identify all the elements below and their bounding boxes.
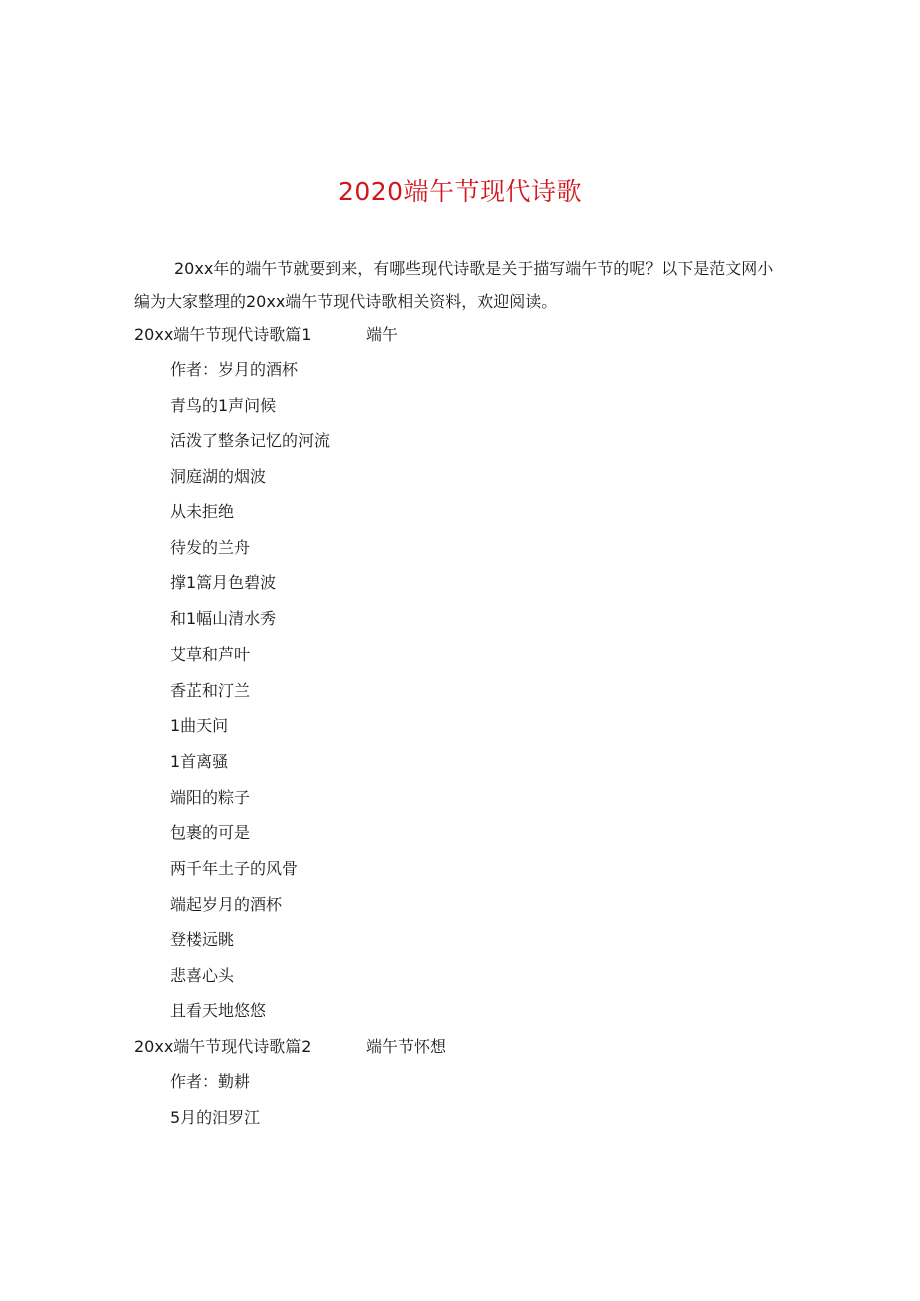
- poem1-line: 两千年土子的风骨: [170, 859, 299, 878]
- poem1-line: 端阳的粽子: [170, 788, 251, 807]
- intro-paragraph: 20xx年的端午节就要到来，有哪些现代诗歌是关于描写端午节的呢？以下是范文网小编为大家整理的20xx端午节现代诗歌相关资料，欢迎阅读。: [134, 259, 774, 311]
- poem1-line: 活泼了整条记忆的河流: [170, 431, 331, 450]
- poem1-line: 香芷和汀兰: [170, 681, 251, 700]
- poem1-line: 1曲天问: [170, 716, 229, 735]
- poem2-line: 5月的汨罗江: [170, 1108, 261, 1127]
- poem1-line: 且看天地悠悠: [170, 1001, 267, 1020]
- poem1-line: 洞庭湖的烟波: [170, 467, 267, 486]
- poem1-line: 艾草和芦叶: [170, 645, 251, 664]
- poem1-line: 和1幅山清水秀: [170, 609, 277, 628]
- poem1-line: 登楼远眺: [170, 930, 235, 949]
- poem1-line: 从未拒绝: [170, 502, 235, 521]
- poem1-line: 悲喜心头: [170, 966, 235, 985]
- document-title: 2020端午节现代诗歌: [337, 177, 583, 206]
- poem1-line: 1首离骚: [170, 752, 229, 771]
- poem2-heading-label: 20xx端午节现代诗歌篇2: [134, 1037, 312, 1056]
- poem1-author: 作者：岁月的酒杯: [170, 360, 299, 379]
- poem1-name: 端午: [366, 325, 399, 344]
- poem2-author: 作者：勤耕: [170, 1072, 251, 1091]
- poem1-line: 青鸟的1声问候: [170, 396, 277, 415]
- poem1-line: 端起岁月的酒杯: [170, 895, 283, 914]
- poem1-line: 待发的兰舟: [170, 538, 251, 557]
- poem2-heading: [134, 1036, 447, 1058]
- poem1-line: 撑1篙月色碧波: [170, 573, 277, 592]
- poem2-name: 端午节怀想: [366, 1037, 447, 1056]
- poem1-heading: [134, 324, 399, 346]
- poem1-line: 包裹的可是: [170, 823, 251, 842]
- poem1-heading-label: 20xx端午节现代诗歌篇1: [134, 325, 312, 344]
